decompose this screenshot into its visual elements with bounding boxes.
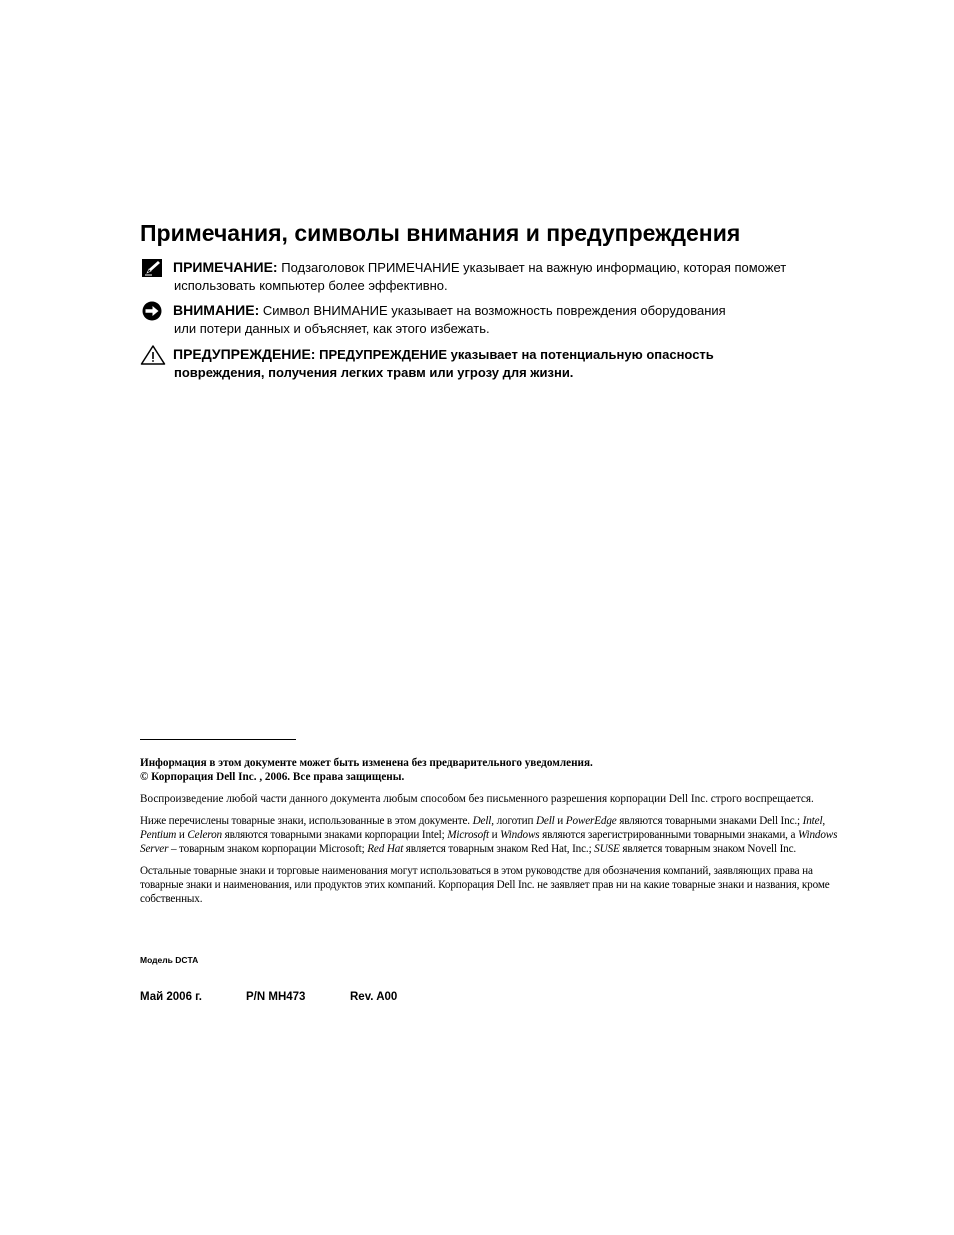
legal-notice	[140, 756, 844, 914]
trademark-dell: Dell	[472, 815, 492, 827]
trademark-text: – товарным знаком корпорации Microsoft;	[168, 843, 368, 855]
note-label: ПРИМЕЧАНИЕ:	[173, 259, 278, 275]
warning-text-line2: повреждения, получения легких травм или угрозу для жизни.	[174, 365, 574, 380]
trademark-dell-logo: Dell	[535, 815, 555, 827]
trademark-red-hat: Red Hat	[367, 843, 404, 855]
other-trademarks-paragraph: Остальные товарные знаки и торговые наименования могут использоваться в этом руководстве для обозначения компаний, заявляющих права на товарные знаки и наименования, или продуктов этих компаний. Корпорация Dell Inc. не заявляет прав ни на какие товарные знаки и названия, кроме собственных.	[140, 865, 830, 905]
publication-date: Май 2006 г.	[140, 991, 202, 1003]
warning-text-line1: ПРЕДУПРЕЖДЕНИЕ указывает на потенциальную опасность	[319, 347, 714, 362]
warning-label: ПРЕДУПРЕЖДЕНИЕ:	[173, 346, 316, 362]
caution-label: ВНИМАНИЕ:	[173, 302, 260, 318]
pencil-note-icon	[140, 258, 166, 278]
model-number: Модель DCTA	[140, 955, 199, 965]
trademark-microsoft: Microsoft	[447, 829, 489, 841]
trademark-text: ,	[822, 815, 826, 827]
revision: Rev. A00	[350, 991, 398, 1003]
trademark-celeron: Celeron	[187, 829, 222, 841]
warning-notice	[140, 345, 850, 382]
trademark-text: , логотип	[491, 815, 536, 827]
trademark-text: и	[176, 829, 188, 841]
trademark-text: и	[488, 829, 501, 841]
info-change-notice: Информация в этом документе может быть изменена без предварительного уведомления.	[140, 757, 593, 769]
caution-circle-icon	[140, 301, 166, 321]
trademark-text: является товарным знаком Novell Inc.	[619, 843, 797, 855]
page-title: Примечания, символы внимания и предупреждения	[140, 220, 741, 246]
trademark-poweredge: PowerEdge	[565, 815, 617, 827]
warning-triangle-icon	[140, 345, 166, 365]
trademark-text: и	[554, 815, 566, 827]
trademark-text: является товарным знаком Red Hat, Inc.;	[403, 843, 595, 855]
trademark-suse: SUSE	[594, 843, 620, 855]
trademark-windows: Windows	[500, 829, 540, 841]
note-text-line2: использовать компьютер более эффективно.	[174, 278, 448, 293]
note-text-line1: Подзаголовок ПРИМЕЧАНИЕ указывает на важную информацию, которая поможет	[281, 260, 787, 275]
trademark-text: являются товарными знаками корпорации Intel;	[221, 829, 448, 841]
trademark-pentium: Pentium	[140, 829, 177, 841]
trademark-text: являются товарными знаками Dell Inc.;	[616, 815, 803, 827]
reproduction-notice: Воспроизведение любой части данного документа любым способом без письменного разрешения корпорации Dell Inc. строго воспрещается.	[140, 793, 814, 805]
caution-text-line1: Символ ВНИМАНИЕ указывает на возможность повреждения оборудования	[262, 303, 726, 318]
footnote-divider	[140, 739, 296, 740]
part-number: P/N MH473	[246, 991, 306, 1003]
trademark-text: Ниже перечислены товарные знаки, использованные в этом документе.	[140, 815, 473, 827]
caution-text-line2: или потери данных и объясняет, как этого избежать.	[174, 321, 490, 336]
legal-header	[140, 756, 844, 784]
trademark-windows-server: Windows Server	[140, 829, 838, 855]
trademark-intel: Intel	[802, 815, 823, 827]
copyright-notice: © Корпорация Dell Inc. , 2006. Все права защищены.	[140, 771, 405, 783]
trademarks-paragraph	[140, 814, 844, 856]
trademark-text: являются зарегистрированными товарными знаками, а	[539, 829, 798, 841]
note-notice	[140, 258, 850, 295]
caution-notice	[140, 301, 850, 338]
